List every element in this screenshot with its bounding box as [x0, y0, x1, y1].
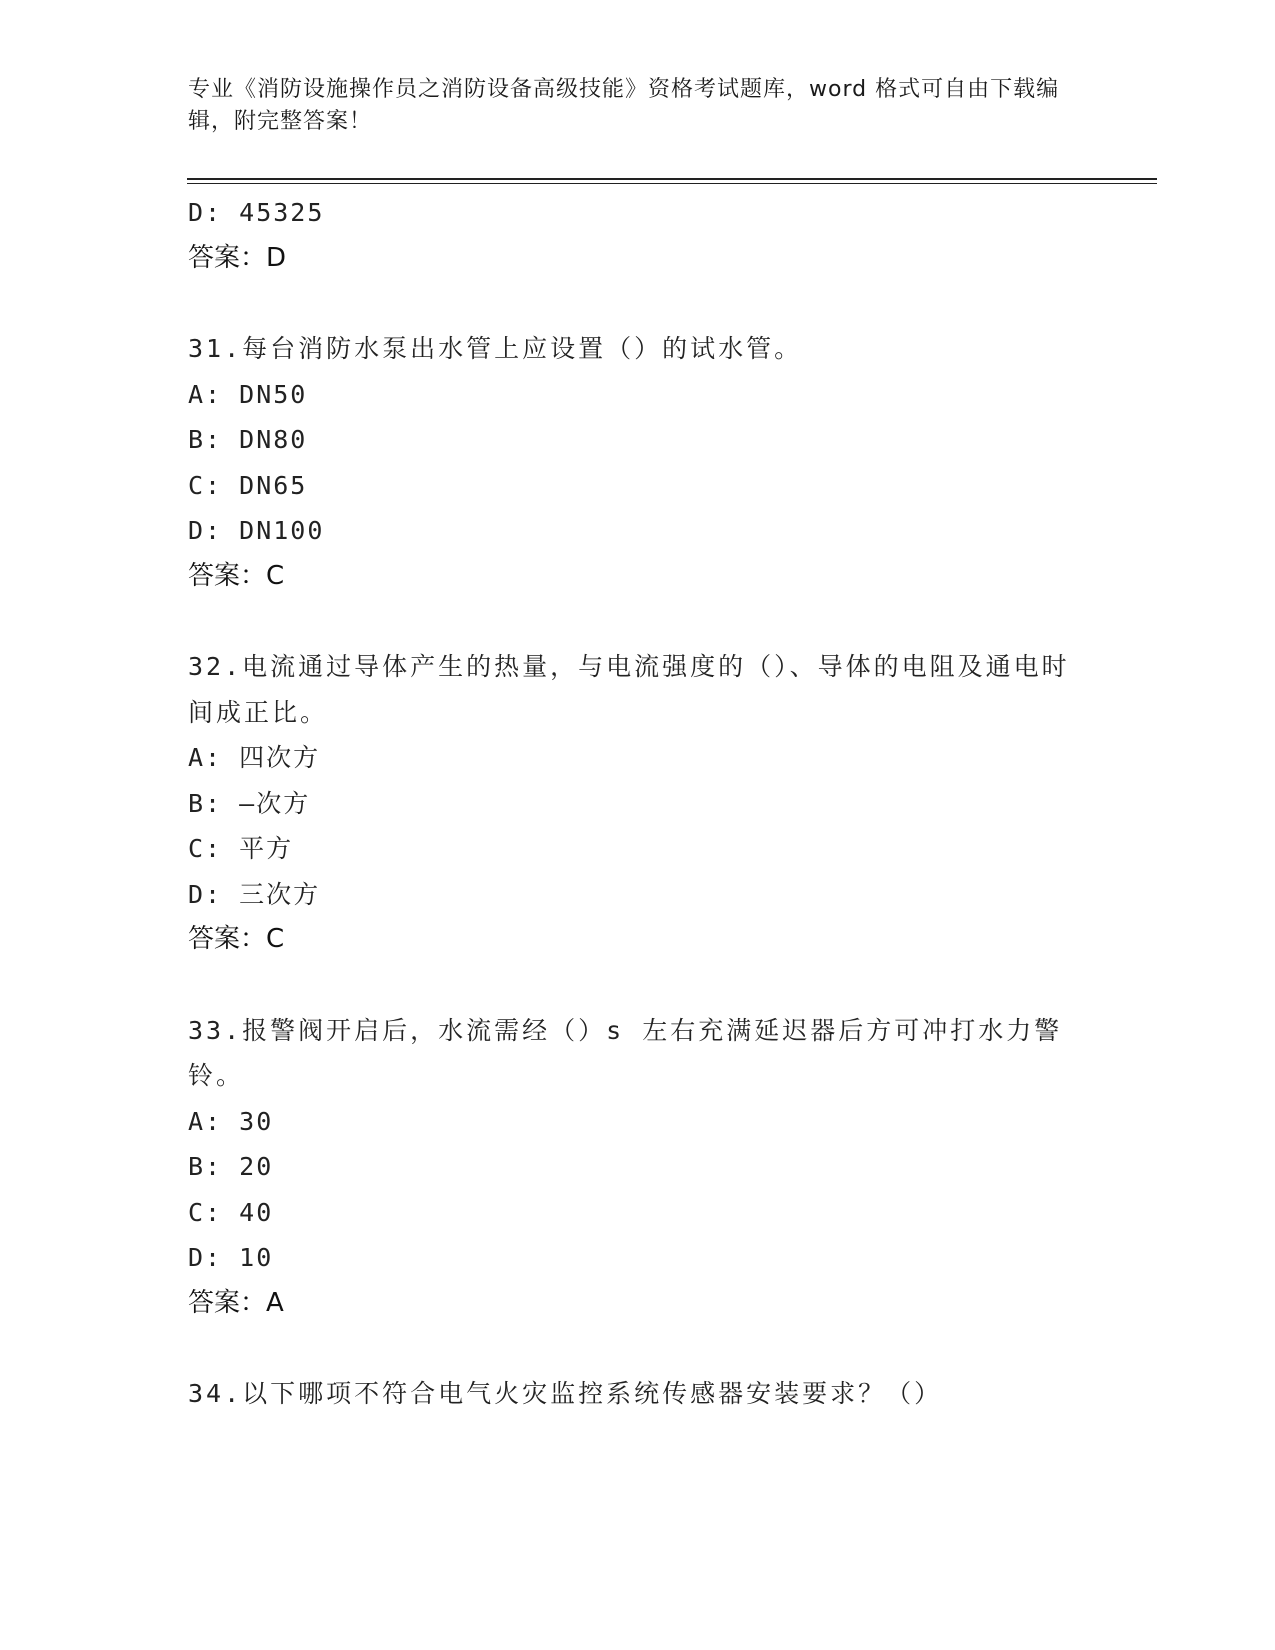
option-a: A: 四次方: [188, 743, 321, 772]
previous-question-tail: [188, 190, 1088, 281]
question-text: 31.每台消防水泵出水管上应设置（）的试水管。: [188, 334, 803, 363]
option-d: D: DN100: [188, 516, 325, 545]
option-d: D: 45325: [188, 198, 325, 227]
option-b: B: DN80: [188, 425, 308, 454]
spacer: [188, 281, 1088, 326]
question-31: [188, 326, 1088, 599]
spacer: [188, 963, 1088, 1008]
answer: 答案：C: [188, 560, 285, 591]
option-c: C: 平方: [188, 834, 294, 863]
question-34: [188, 1371, 1088, 1417]
answer: 答案：D: [188, 242, 287, 273]
answer: 答案：C: [188, 924, 285, 954]
option-a: A: DN50: [188, 379, 308, 409]
spacer: [188, 1326, 1088, 1371]
option-a: A: 30: [188, 1106, 274, 1136]
question-text: 34.以下哪项不符合电气火灾监控系统传感器安装要求？（）: [188, 1379, 943, 1408]
option-c: C: 40: [188, 1197, 274, 1227]
option-d: D: 三次方: [188, 879, 321, 909]
question-33: [188, 1008, 1088, 1327]
option-b: B: —次方: [188, 788, 311, 818]
option-d: D: 10: [188, 1243, 274, 1272]
question-32: [188, 644, 1088, 963]
answer: 答案：A: [188, 1287, 284, 1318]
question-text: 33.报警阀开启后，水流需经（）s 左右充满延迟器后方可冲打水力警铃。: [188, 1015, 1063, 1090]
option-b: B: 20: [188, 1152, 274, 1181]
document-header: 专业《消防设施操作员之消防设备高级技能》资格考试题库，word 格式可自由下载编辑，附完整答案！: [188, 77, 1060, 134]
header-rule-thin: [187, 183, 1157, 184]
spacer: [188, 599, 1088, 644]
header-rule-thick: [187, 178, 1157, 180]
option-c: C: DN65: [188, 470, 308, 500]
question-list: [188, 190, 1088, 1417]
question-text: 32.电流通过导体产生的热量，与电流强度的（）、导体的电阻及通电时间成正比。: [188, 652, 1070, 727]
